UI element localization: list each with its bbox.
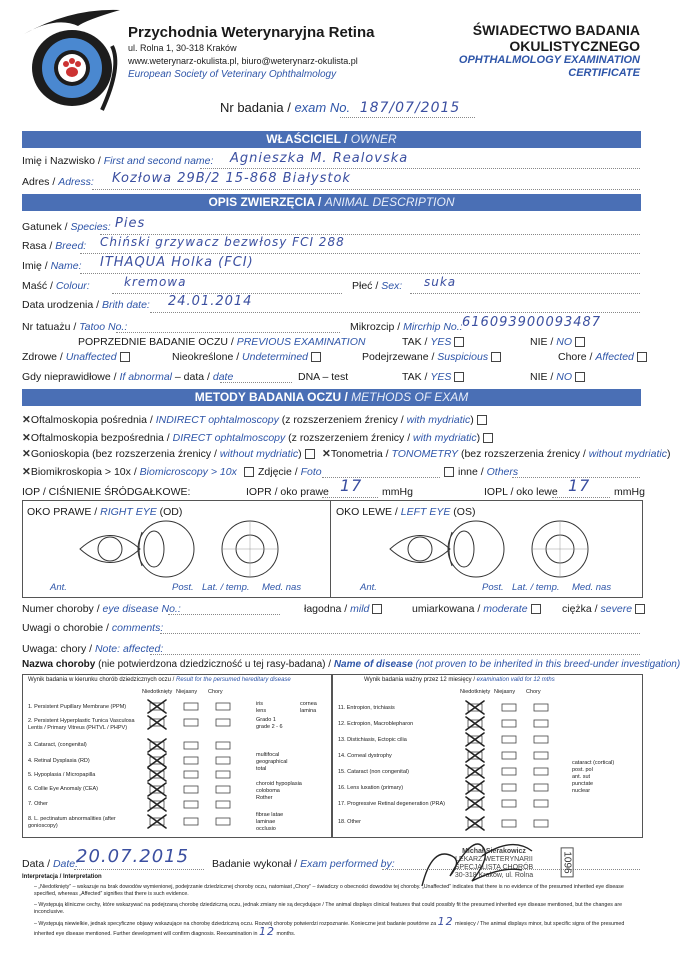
right-row-17-box-3[interactable]: [534, 800, 548, 807]
vet-stamp: Michał Sierakowicz LEKARZ WETERYNARII SPECJALISTA CHORÓB 30-318 Kraków, ul. Rolna: [454, 848, 534, 879]
right-row-15-box-3[interactable]: [534, 768, 548, 775]
right-row-14-box-3[interactable]: [534, 752, 548, 759]
birth-row: Data urodzenia / Brith date:: [22, 299, 150, 311]
left-row-3-unaffected-mark: [148, 739, 166, 752]
chip-value: 616093900093487: [462, 315, 602, 330]
note-affected-row: Uwaga: chory / Note: affected:: [22, 643, 164, 655]
left-row-2-box-2[interactable]: [184, 719, 198, 726]
left-row-3: 3. Cataract, (congenital): [28, 742, 87, 748]
left-row-4-box-2[interactable]: [184, 757, 198, 764]
left-row-7-unaffected-mark: [148, 798, 166, 811]
right-row-12: 12. Ectropion, Macroblepharon: [338, 721, 414, 727]
right-row-14-box-2[interactable]: [502, 752, 516, 759]
method-photo[interactable]: Zdjęcie / Foto: [244, 466, 322, 478]
right-col-affected: Chory: [526, 689, 541, 695]
iopl-unit: mmHg: [614, 486, 645, 498]
right-row-11-unaffected-mark: [466, 701, 484, 714]
cert-title-pl-1: ŚWIADECTWO BADANIA: [472, 22, 640, 38]
iopl-value: 17: [568, 476, 591, 495]
iopl-label: IOPL / oko lewe: [484, 486, 558, 498]
chip-row: Mikrozcip / Mircrhip No.:: [350, 321, 463, 333]
species-row: Gatunek / Species:: [22, 221, 111, 233]
iopr-unit: mmHg: [382, 486, 413, 498]
note-choroid: choroid hypoplasia: [256, 781, 302, 787]
sex-row: Płeć / Sex:: [352, 280, 403, 292]
left-row-8-unaffected-mark: [148, 815, 166, 828]
owner-header: WŁAŚCICIEL / OWNER: [22, 131, 641, 148]
right-row-15: 15. Cataract (non congenital): [338, 769, 409, 775]
left-row-8: 8. L. pectinatum abnormalities (after gonioscopy): [28, 816, 116, 829]
right-row-16-unaffected-mark: [466, 781, 484, 794]
right-eye-label: OKO PRAWE / RIGHT EYE (OD): [27, 506, 183, 518]
method-tonometry[interactable]: ✕Tonometria / TONOMETRY (bez rozszerzenia źrenicy / without mydriatic): [322, 448, 671, 460]
animal-header: OPIS ZWIERZĘCIA / ANIMAL DESCRIPTION: [22, 194, 641, 211]
left-row-6: 6. Collie Eye Anomaly (CEA): [28, 786, 98, 792]
method-other[interactable]: inne / Others: [444, 466, 518, 478]
owner-address-row: Adres / Adress:: [22, 176, 94, 188]
animal-name-row: Imię / Name:: [22, 260, 82, 272]
exam-number-label-en: exam No.: [294, 100, 351, 115]
cert-title-en-2: CERTIFICATE: [568, 67, 640, 79]
clinic-address: ul. Rolna 1, 30-318 Kraków: [128, 43, 237, 53]
left-lat: Lat. / temp.: [512, 582, 560, 593]
stamp-number: 1096: [561, 847, 574, 877]
left-row-4-unaffected-mark: [148, 754, 166, 767]
disease-name-row: Nazwa choroby (nie potwierdzona dziedziczność u tej rasy-badana) / Name of disease (not proven to be inherited in this breed-under investigation): [22, 659, 681, 670]
left-row-2-box-3[interactable]: [216, 719, 230, 726]
prev-no[interactable]: NIE / NO: [530, 336, 585, 348]
abnormal-row: Gdy nieprawidłowe / If abnormal – data / date: [22, 371, 234, 383]
note-occlusio: occlusio: [256, 826, 276, 832]
right-row-17-unaffected-mark: [466, 797, 484, 810]
owner-address-value: Kozłowa 29B/2 15-868 Białystok: [112, 171, 351, 186]
right-col-unaffected: Niedotknięty: [460, 689, 491, 695]
left-row-7: 7. Other: [28, 801, 48, 807]
clinic-contact: www.weterynarz-okulista.pl, biuro@weterynarz-okulista.pl: [128, 56, 358, 66]
animal-name-value: ITHAQUA Holka (FCI): [100, 255, 254, 270]
right-row-11: 11. Entropion, trichiasis: [338, 705, 395, 711]
left-row-8-box-2[interactable]: [184, 818, 198, 825]
left-row-1: 1. Persistent Pupillary Membrane (PPM): [28, 704, 127, 710]
mild-check[interactable]: łagodna / mild: [304, 603, 382, 615]
rnote-postpol: post. pol: [572, 767, 593, 773]
colour-row: Maść / Colour:: [22, 280, 90, 292]
right-row-13-unaffected-mark: [466, 733, 484, 746]
left-col-unaffected: Niedotknięty: [142, 689, 173, 695]
left-row-7-box-2[interactable]: [184, 801, 198, 808]
left-row-1-box-2[interactable]: [184, 703, 198, 710]
prev-exam-row: POPRZEDNIE BADANIE OCZU / PREVIOUS EXAMINATION: [78, 336, 366, 348]
left-row-6-box-2[interactable]: [184, 786, 198, 793]
note-grade2: grade 2 - 6: [256, 724, 283, 730]
rnote-nuclear: nuclear: [572, 788, 591, 794]
left-row-1-box-3[interactable]: [216, 703, 230, 710]
iopr-label: IOPR / oko prawe: [246, 486, 329, 498]
left-post: Post.: [482, 582, 504, 593]
note-multifocal: multifocal: [256, 752, 280, 758]
disease-number-row: Numer choroby / eye disease No.:: [22, 603, 181, 615]
left-row-3-box-3[interactable]: [216, 742, 230, 749]
right-row-14: 14. Corneal dystrophy: [338, 753, 392, 759]
note-total: total: [256, 766, 267, 772]
date-row: Data / Date:: [22, 858, 79, 870]
species-value: Pies: [115, 216, 146, 231]
interp-note-2: – Występują kliniczne cechy, które wskazywać na podejrzaną chorobę dziedziczną oczu, jednak zmiany nie są decydujące / The animal displays clinical features that could possibly fit the presumed inherited eye disease mentioned, but the changes are inconclusive.: [34, 902, 623, 915]
dna-no[interactable]: NIE / NO: [530, 371, 585, 383]
exam-number-value: 187/07/2015: [359, 100, 461, 116]
note-cornea: cornea: [300, 701, 317, 707]
right-post: Post.: [172, 582, 194, 593]
right-med: Med. nas: [262, 582, 302, 593]
right-lat: Lat. / temp.: [202, 582, 250, 593]
rnote-antsut: ant. sut: [572, 774, 591, 780]
right-row-18: 18. Other: [338, 819, 361, 825]
cert-title-pl-2: OKULISTYCZNEGO: [509, 38, 640, 54]
right-row-12-box-3[interactable]: [534, 720, 548, 727]
birth-value: 24.01.2014: [168, 294, 253, 309]
interp-note-1: – „Niedotknięty” – wskazuje na brak dowodów wymienionej, podejrzanie dziedzicznej choroby oczu, natomiast „Chory” – świadczy o obecności dowodów tej choroby. „Unaffected” indicates that there is no evidence of the presumed inherited eye disease specified, whereas „Affected” signifies that there is such evidence.: [34, 884, 624, 897]
iopr-value: 17: [340, 476, 363, 495]
owner-name-value: Agnieszka M. Realovska: [230, 151, 409, 166]
left-row-3-box-2[interactable]: [184, 742, 198, 749]
left-row-2-unaffected-mark: [148, 716, 166, 729]
colour-value: kremowa: [124, 275, 187, 289]
right-row-11-box-2[interactable]: [502, 704, 516, 711]
right-table-head: Wynik badania ważny przez 12 miesięcy / examination valid for 12 mths: [364, 677, 555, 683]
left-row-5: 5. Hypoplasia / Micropapilla: [28, 772, 96, 778]
performed-by-row: Badanie wykonał / Exam performed by:: [212, 858, 395, 870]
right-row-13-box-3[interactable]: [534, 736, 548, 743]
note-rother: Rother: [256, 795, 273, 801]
right-row-13: 13. Distichiasis, Ectopic cilia: [338, 737, 407, 743]
right-row-14-unaffected-mark: [466, 749, 484, 762]
right-row-11-box-3[interactable]: [534, 704, 548, 711]
method-indirect[interactable]: ✕Oftalmoskopia pośrednia / INDIRECT ophtalmoscopy (z rozszerzeniem źrenicy / with mydriatic): [22, 414, 487, 426]
prev-yes[interactable]: TAK / YES: [402, 336, 464, 348]
left-table-head: Wynik badania w kierunku chorób dziedzicznych oczu / Result for the persumed hereditary disease: [28, 677, 291, 683]
suspicious-check[interactable]: Podejrzewane / Suspicious: [362, 351, 501, 363]
clinic-society: European Society of Veterinary Ophthalmology: [128, 69, 337, 80]
left-row-1-unaffected-mark: [148, 700, 166, 713]
note-fibrae: fibrae latae: [256, 812, 284, 818]
breed-row: Rasa / Breed:: [22, 240, 87, 252]
affected-check[interactable]: Chore / Affected: [558, 351, 647, 363]
right-col-unclear: Niejasny: [494, 689, 516, 695]
right-row-12-box-2[interactable]: [502, 720, 516, 727]
date-value: 20.07.2015: [76, 846, 190, 867]
right-row-13-box-2[interactable]: [502, 736, 516, 743]
tattoo-row: Nr tatuażu / Tatoo No.:: [22, 321, 128, 333]
interpretation-title: Interpretacja / Interpretation: [22, 874, 102, 880]
sex-value: suka: [424, 275, 457, 289]
owner-name-row: Imię i Nazwisko / First and second name:: [22, 155, 214, 167]
left-row-8-box-3[interactable]: [216, 818, 230, 825]
undetermined-check[interactable]: Nieokreślone / Undetermined: [172, 351, 321, 363]
right-row-17-box-2[interactable]: [502, 800, 516, 807]
rnote-cortical: cataract (cortical): [572, 760, 615, 766]
dna-yes[interactable]: TAK / YES: [402, 371, 464, 383]
moderate-check[interactable]: umiarkowana / moderate: [412, 603, 541, 615]
note-geographical: geographical: [256, 759, 288, 765]
left-row-6-unaffected-mark: [148, 783, 166, 796]
note-grade1: Grado 1: [256, 717, 276, 723]
right-row-16-box-3[interactable]: [534, 784, 548, 791]
left-row-4-box-3[interactable]: [216, 757, 230, 764]
left-row-5-box-2[interactable]: [184, 771, 198, 778]
unaffected-check[interactable]: Zdrowe / Unaffected: [22, 351, 130, 363]
right-row-12-unaffected-mark: [466, 717, 484, 730]
left-row-7-box-3[interactable]: [216, 801, 230, 808]
left-row-6-box-3[interactable]: [216, 786, 230, 793]
left-col-affected: Chory: [208, 689, 223, 695]
note-lens: lens: [256, 708, 267, 714]
method-direct[interactable]: ✕Oftalmoskopia bezpośrednia / DIRECT ophtalmoscopy (z rozszerzeniem źrenicy / with mydriatic): [22, 432, 493, 444]
breed-value: Chiński grzywacz bezwłosy FCI 288: [100, 235, 345, 249]
note-laminae: laminae: [256, 819, 276, 825]
left-row-5-unaffected-mark: [148, 768, 166, 781]
left-eye-label: OKO LEWE / LEFT EYE (OS): [336, 506, 476, 518]
right-row-16: 16. Lens luxation (primary): [338, 785, 404, 791]
right-row-15-unaffected-mark: [466, 765, 484, 778]
method-gonioscopy[interactable]: ✕Gonioskopia (bez rozszerzenia źrenicy / without mydriatic): [22, 448, 315, 460]
right-row-17: 17. Progressive Retinal degeneration (PRA): [338, 801, 446, 807]
left-row-4: 4. Retinal Dysplasia (RD): [28, 758, 90, 764]
clinic-name: Przychodnia Weterynaryjna Retina: [128, 24, 375, 41]
rnote-punctate: punctate: [572, 781, 594, 787]
left-row-2: 2. Persistent Hyperplastic Tunica Vasculosa Lentis / Primary Vitreus (PHTVL / PHPV): [28, 718, 135, 731]
note-iris: iris: [256, 701, 264, 707]
cert-title-en-1: OPHTHALMOLOGY EXAMINATION: [458, 54, 640, 66]
dna-test-label: DNA – test: [298, 371, 349, 383]
note-coloboma: coloboma: [256, 788, 280, 794]
left-med: Med. nas: [572, 582, 612, 593]
severe-check[interactable]: ciężka / severe: [562, 603, 645, 615]
left-col-unclear: Niejasny: [176, 689, 198, 695]
interp-note-3: – Występują niewielkie, jednak specyficzne objawy wskazujące na chorobę dziedziczną oczu. Rozwój choroby potwierdzi rozpoznanie. Konieczne jest badanie powtórne za 12 miesięcy / The animal displays minor, but specific signs of the presumed inherited eye disease mentioned. Further development will confirm diagnosis. Reexamination in 12 months.: [34, 915, 625, 938]
note-lamina: lamina: [300, 708, 317, 714]
right-ant: Ant.: [50, 582, 67, 593]
exam-number-label-pl: Nr badania /: [220, 100, 295, 115]
right-row-15-box-2[interactable]: [502, 768, 516, 775]
methods-header: METODY BADANIA OCZU / METHODS OF EXAM: [22, 389, 641, 406]
left-ant: Ant.: [360, 582, 377, 593]
left-row-5-box-3[interactable]: [216, 771, 230, 778]
comments-row: Uwagi o chorobie / comments:: [22, 622, 164, 634]
iop-label: IOP / CIŚNIENIE ŚRÓDGAŁKOWE:: [22, 486, 191, 498]
right-row-16-box-2[interactable]: [502, 784, 516, 791]
method-biomicroscopy[interactable]: ✕Biomikroskopia > 10x / Biomicroscopy > 10x: [22, 466, 237, 478]
